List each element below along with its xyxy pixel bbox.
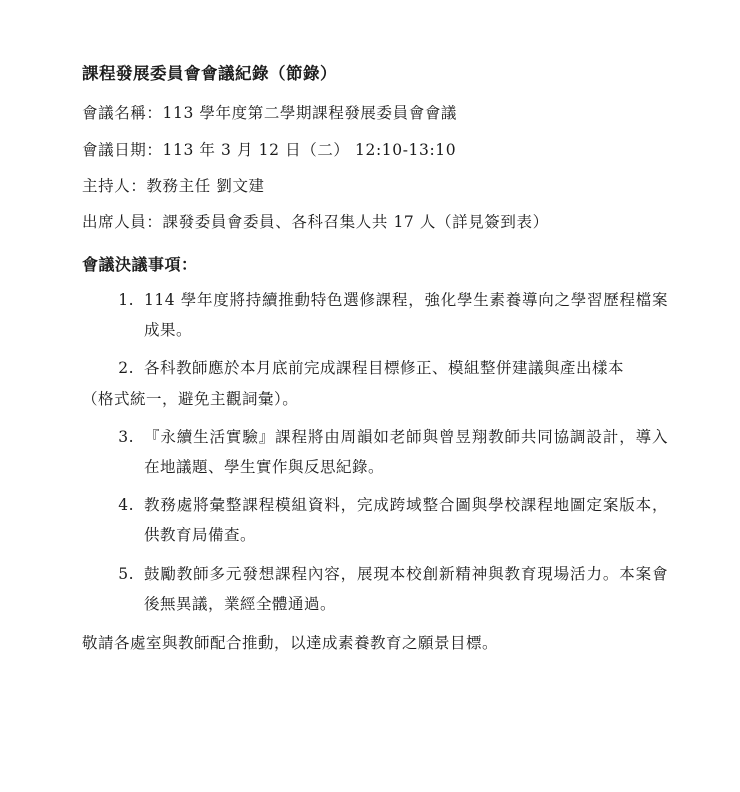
list-item: [82, 285, 668, 345]
meta-line-meeting-date: 會議日期：113 年 3 月 12 日（二） 12:10-13:10: [82, 140, 457, 159]
meta-line-meeting-name: 會議名稱：113 學年度第二學期課程發展委員會會議: [82, 104, 458, 123]
resolution-text: 鼓勵教師多元發想課程內容，展現本校創新精神與教育現場活力。本案會後無異議，業經全體通過。: [144, 564, 668, 613]
meta-line-chairperson: 主持人：教務主任 劉文建: [82, 176, 265, 195]
page-title: 課程發展委員會會議紀錄（節錄）: [82, 64, 337, 83]
list-item: [82, 559, 668, 619]
list-item: [82, 490, 668, 550]
meta-value: 113 年 3 月 12 日（二） 12:10-13:10: [162, 140, 457, 159]
resolution-text: 『永續生活實驗』課程將由周韻如老師與曾昱翔教師共同協調設計，導入在地議題、學生實作與反思紀錄。: [144, 427, 668, 477]
resolutions-list: [82, 285, 668, 619]
meta-value: 教務主任 劉文建: [146, 176, 265, 195]
meta-label: 會議名稱: [82, 104, 147, 123]
resolution-text: 114 學年度將持續推動特色選修課程，強化學生素養導向之學習歷程檔案成果。: [144, 290, 668, 340]
section-heading-resolutions: 會議決議事項：: [82, 254, 198, 274]
meta-label: 會議日期: [82, 140, 147, 159]
closing-statement: 敬請各處室與教師配合推動，以達成素養教育之願景目標。: [82, 634, 499, 653]
meta-value: 課發委員會委員、各科召集人共 17 人（詳見簽到表）: [162, 213, 549, 232]
list-item: [82, 422, 668, 482]
meta-line-attendees: 出席人員：課發委員會委員、各科召集人共 17 人（詳見簽到表）: [82, 213, 549, 232]
resolution-text: 教務處將彙整課程模組資料，完成跨域整合圖與學校課程地圖定案版本，供教育局備查。: [144, 496, 668, 545]
list-item: [82, 353, 668, 413]
meta-value: 113 學年度第二學期課程發展委員會會議: [162, 104, 458, 123]
resolution-text-continued: （格式統一，避免主觀詞彙）。: [82, 389, 299, 408]
meta-label: 出席人員: [82, 213, 147, 232]
meta-label: 主持人: [82, 176, 131, 195]
resolution-text: 各科教師應於本月底前完成課程目標修正、模組整併建議與產出樣本: [144, 359, 625, 378]
